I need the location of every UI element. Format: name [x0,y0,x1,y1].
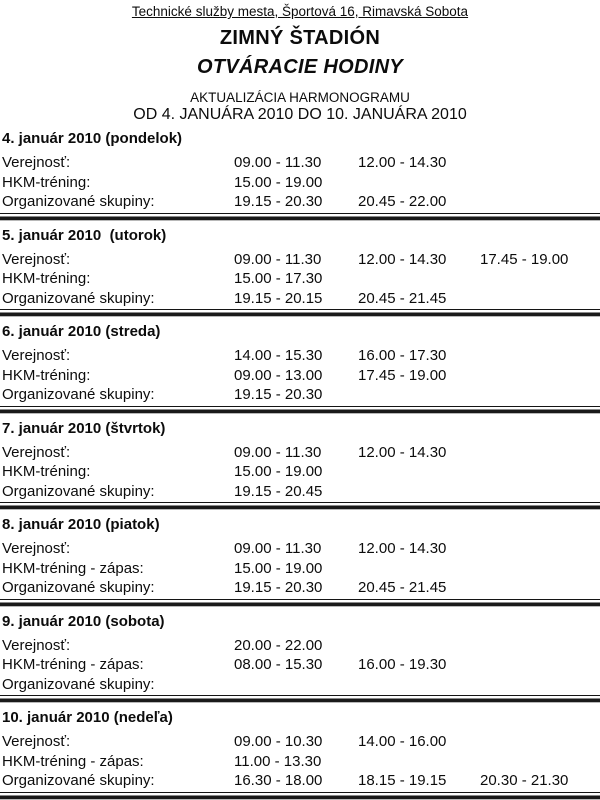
separator-thin-line [0,599,600,600]
schedule-row [0,192,600,212]
schedule-row [0,250,600,270]
row-label: HKM-tréning - zápas: [2,559,144,577]
time-slot-2: 12.00 - 14.30 [358,250,447,268]
day-title: 6. január 2010 (streda) [2,323,161,340]
time-slot-1: 15.00 - 19.00 [234,463,323,480]
time-slot-1: 09.00 - 10.30 [234,733,323,750]
time-slot-2 [358,675,480,695]
schedule-row [0,289,600,309]
time-slot-1 [234,675,358,695]
time-slot-3 [480,366,600,386]
time-slot-2: 18.15 - 19.15 [358,772,447,789]
day-title: 7. január 2010 (štvrtok) [2,419,166,437]
time-slot-3 [480,462,600,482]
separator-thick-line [0,409,600,414]
schedule-row [0,346,600,366]
time-slot-1: 19.15 - 20.30 [234,386,323,403]
time-slot-2: 16.00 - 17.30 [358,347,447,364]
day-block [0,516,600,607]
schedule-row [0,559,600,579]
time-slot-3 [480,559,600,579]
separator-thick-line [0,602,600,607]
time-slot-1: 11.00 - 13.30 [234,752,322,770]
document-title: ZIMNÝ ŠTADIÓN [219,27,381,49]
schedule-period: OD 4. JANUÁRA 2010 DO 10. JANUÁRA 2010 [133,106,467,123]
time-slot-2: 12.00 - 14.30 [358,443,447,461]
schedule-row [0,771,600,791]
row-label: HKM-tréning: [2,463,91,480]
time-slot-2 [358,173,480,193]
update-label: AKTUALIZÁCIA HARMONOGRAMU [190,90,410,105]
schedule-row [0,675,600,695]
day-rows [0,732,600,791]
day-separator-rule [0,599,600,607]
time-slot-2 [358,462,480,482]
row-label: HKM-tréning - zápas: [2,752,144,770]
row-label: Verejnosť: [2,443,71,461]
day-title: 4. január 2010 (pondelok) [2,130,183,147]
day-block [0,323,600,414]
row-label: HKM-tréning - zápas: [2,656,144,673]
document-header [0,4,600,124]
row-label: Verejnosť: [2,636,71,654]
separator-thin-line [0,695,600,696]
schedule-row [0,269,600,289]
time-slot-3 [480,675,600,695]
time-slot-2 [358,752,480,772]
day-rows [0,153,600,212]
time-slot-1: 14.00 - 15.30 [234,347,323,364]
time-slot-2: 17.45 - 19.00 [358,366,447,384]
time-slot-2: 12.00 - 14.30 [358,154,447,171]
time-slot-3 [480,173,600,193]
schedule-row [0,462,600,482]
schedule-row [0,732,600,752]
time-slot-2 [358,636,480,656]
day-separator-rule [0,213,600,221]
separator-thick-line [0,505,600,510]
row-label: Verejnosť: [2,540,71,557]
time-slot-1: 15.00 - 19.00 [234,559,323,577]
schedule-row [0,366,600,386]
time-slot-1: 08.00 - 15.30 [234,656,323,673]
time-slot-3 [480,636,600,656]
time-slot-3 [480,655,600,675]
schedule-days [0,130,600,800]
day-rows [0,346,600,405]
time-slot-3 [480,443,600,463]
time-slot-1: 09.00 - 11.30 [234,540,322,557]
day-block [0,613,600,704]
time-slot-3 [480,269,600,289]
day-rows [0,636,600,695]
row-label: Verejnosť: [2,347,71,364]
separator-thick-line [0,312,600,317]
time-slot-1: 09.00 - 11.30 [234,443,322,461]
day-rows [0,539,600,598]
separator-thin-line [0,502,600,503]
separator-thick-line [0,216,600,221]
schedule-row [0,153,600,173]
row-label: Organizované skupiny: [2,289,155,307]
time-slot-1: 15.00 - 19.00 [234,173,323,191]
row-label: Organizované skupiny: [2,579,155,596]
day-block [0,130,600,221]
separator-thin-line [0,406,600,407]
schedule-row [0,482,600,502]
time-slot-2: 20.45 - 21.45 [358,579,447,596]
time-slot-2: 20.45 - 21.45 [358,289,447,307]
time-slot-2 [358,385,480,405]
time-slot-3 [480,752,600,772]
row-label: HKM-tréning: [2,173,91,191]
day-separator-rule [0,792,600,800]
row-label: Organizované skupiny: [2,772,155,789]
separator-thick-line [0,698,600,703]
time-slot-1: 19.15 - 20.30 [234,579,323,596]
row-label: Organizované skupiny: [2,482,155,500]
time-slot-1: 20.00 - 22.00 [234,636,323,654]
day-separator-rule [0,695,600,703]
separator-thin-line [0,213,600,214]
time-slot-3 [480,192,600,212]
time-slot-2 [358,482,480,502]
time-slot-2: 20.45 - 22.00 [358,193,447,210]
row-label: Verejnosť: [2,733,71,750]
day-title: 9. január 2010 (sobota) [2,612,165,630]
time-slot-1: 19.15 - 20.15 [234,289,323,307]
time-slot-3 [480,289,600,309]
separator-thin-line [0,309,600,310]
schedule-row [0,636,600,656]
time-slot-1: 09.00 - 13.00 [234,366,323,384]
day-rows [0,443,600,502]
day-block [0,227,600,318]
time-slot-1: 15.00 - 17.30 [234,270,323,287]
row-label: Organizované skupiny: [2,193,155,210]
schedule-row [0,578,600,598]
day-block [0,420,600,511]
time-slot-3: 20.30 - 21.30 [480,772,569,789]
row-label: HKM-tréning: [2,270,91,287]
row-label: HKM-tréning: [2,366,91,384]
time-slot-3 [480,482,600,502]
row-label: Organizované skupiny: [2,675,155,693]
time-slot-2 [358,269,480,289]
time-slot-1: 19.15 - 20.45 [234,482,323,500]
schedule-row [0,752,600,772]
time-slot-2: 12.00 - 14.30 [358,540,447,557]
day-block [0,709,600,800]
day-rows [0,250,600,309]
day-title: 8. január 2010 (piatok) [2,516,160,533]
row-label: Verejnosť: [2,154,71,171]
separator-thin-line [0,792,600,793]
time-slot-3 [480,153,600,173]
time-slot-3 [480,539,600,559]
organization-address-line: Technické služby mesta, Športová 16, Rimavská Sobota [131,4,469,19]
day-title: 10. január 2010 (nedeľa) [2,709,173,726]
row-label: Organizované skupiny: [2,386,155,403]
schedule-row [0,539,600,559]
row-label: Verejnosť: [2,250,71,268]
day-separator-rule [0,309,600,317]
document-subtitle: OTVÁRACIE HODINY [197,56,403,78]
time-slot-3: 17.45 - 19.00 [480,250,569,268]
schedule-row [0,173,600,193]
time-slot-2 [358,559,480,579]
time-slot-1: 19.15 - 20.30 [234,193,323,210]
time-slot-3 [480,385,600,405]
schedule-row [0,385,600,405]
time-slot-3 [480,578,600,598]
time-slot-1: 16.30 - 18.00 [234,772,323,789]
day-title: 5. január 2010 (utorok) [2,226,167,244]
time-slot-2: 16.00 - 19.30 [358,656,447,673]
schedule-row [0,443,600,463]
day-separator-rule [0,502,600,510]
schedule-row [0,655,600,675]
day-separator-rule [0,406,600,414]
time-slot-1: 09.00 - 11.30 [234,250,322,268]
time-slot-2: 14.00 - 16.00 [358,733,447,750]
time-slot-3 [480,346,600,366]
time-slot-1: 09.00 - 11.30 [234,154,322,171]
time-slot-3 [480,732,600,752]
